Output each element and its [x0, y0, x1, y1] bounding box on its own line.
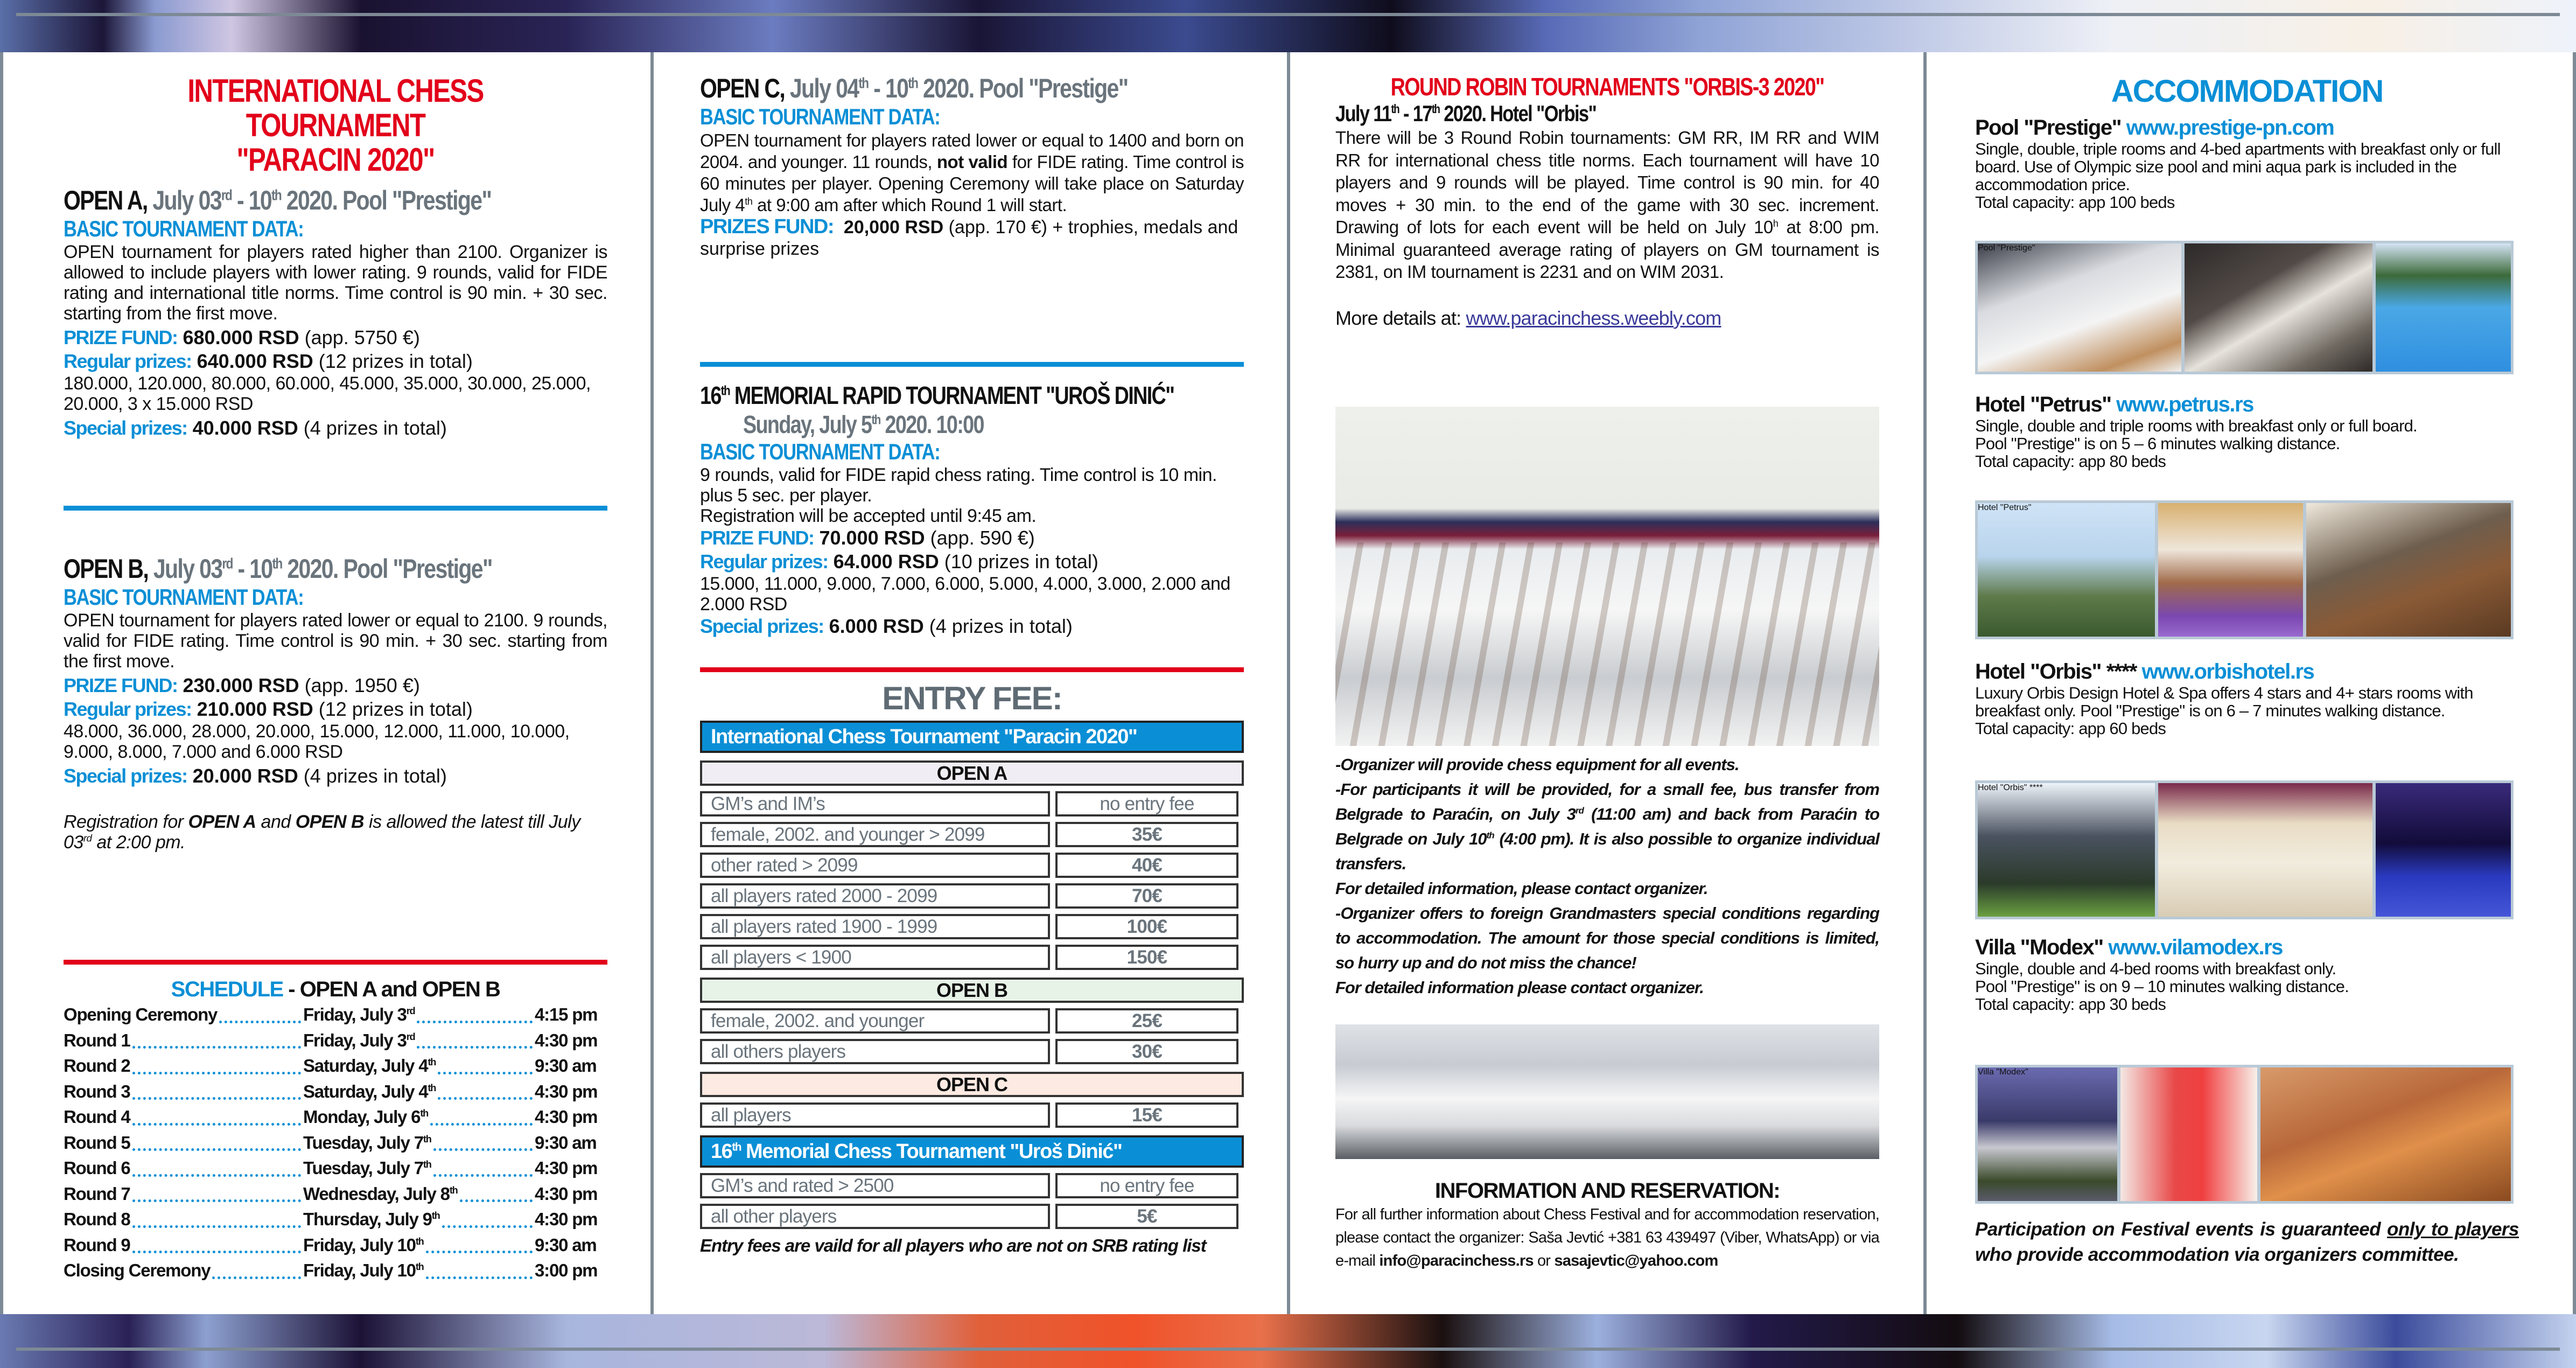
open-b-special-prizes: Special prizes: 20.000 RSD (4 prizes in total)	[64, 765, 447, 787]
fee-amount: 30€	[1055, 1039, 1238, 1064]
dot-leader	[430, 1104, 533, 1126]
schedule-event: Round 1	[64, 1030, 130, 1050]
schedule-time: 4:15 pm	[535, 1004, 598, 1024]
dot-leader	[219, 1002, 301, 1023]
fee-amount: 150€	[1055, 945, 1238, 970]
fee-category: GM’s and rated > 2500	[700, 1173, 1050, 1198]
fee-category: all others players	[700, 1039, 1050, 1064]
accommodation-title: ACCOMMODATION	[2111, 74, 2383, 109]
fee-row	[700, 914, 1244, 939]
fee-table-memorial	[700, 1173, 1244, 1229]
fee-row	[700, 1204, 1244, 1229]
fee-category: all players rated 1900 - 1999	[700, 914, 1050, 939]
top-decorative-band	[0, 0, 2576, 52]
dot-leader	[426, 1258, 533, 1279]
fee-row	[700, 945, 1244, 970]
schedule-day: Thursday, July 9th	[303, 1209, 440, 1229]
panel-international-tournament	[3, 52, 650, 1314]
open-a-description: OPEN tournament for players rated higher than 2100. Organizer is allowed to include players with lower rating. 9 rounds, valid for FIDE rating and international title norms. Time control is 90 min. + 30 sec. starting from the first move.	[64, 242, 607, 324]
dot-leader	[132, 1206, 301, 1228]
schedule-event: Round 8	[64, 1209, 130, 1229]
main-title-line2: "PARACIN 2020"	[236, 142, 435, 178]
fee-category-open-b: OPEN B	[700, 978, 1244, 1003]
schedule-day: Wednesday, July 8th	[303, 1183, 458, 1204]
venue-hotel-petrus: Hotel "Petrus" www.petrus.rs Single, double and triple rooms with breakfast only or full board. Pool "Prestige" is on 5 – 6 minutes walking distance. Total capacity: app 80 beds	[1975, 393, 2519, 470]
schedule-day: Tuesday, July 7th	[303, 1158, 431, 1178]
memorial-special-prizes: Special prizes: 6.000 RSD (4 prizes in total)	[700, 615, 1073, 637]
schedule-row	[64, 1053, 607, 1079]
fee-row	[700, 883, 1244, 909]
schedule-event: Closing Ceremony	[64, 1260, 211, 1280]
photo-pool-aquapark	[2376, 243, 2511, 372]
schedule-time: 4:30 pm	[535, 1030, 598, 1050]
open-a-prize-fund: PRIZE FUND: 680.000 RSD (app. 5750 €)	[64, 326, 420, 348]
schedule-event: Round 2	[64, 1056, 130, 1076]
bottom-rule	[16, 1348, 2560, 1351]
top-rule	[16, 13, 2560, 16]
open-c-section	[700, 73, 1244, 260]
dot-leader	[433, 1155, 533, 1177]
venue-title: Villa "Modex" www.vilamodex.rs	[1975, 936, 2283, 959]
photo-chess-hall	[1335, 407, 1879, 746]
schedule-row	[64, 1130, 607, 1156]
schedule-day: Monday, July 6th	[303, 1107, 429, 1127]
round-robin-description: There will be 3 Round Robin tournaments: GM RR, IM RR and WIM RR for international chess title norms. Each tournament will have 10 players and 9 rounds will be played. Time control is 90 min. for 40 moves + 30 min. to the end of the game with 30 sec. increment. Drawing of lots for each event will be held on July 10$^h$ at 8:00 pm. Minimal guaranteed average rating of players on GM tournament is 2381, on IM tournament is 2231 and on WIM 2031.	[1335, 128, 1879, 282]
open-b-prize-list: 48.000, 36.000, 28.000, 20.000, 15.000, 12.000, 11.000, 10.000, 9.000, 8.000, 7.000 and 6.000 RSD	[64, 721, 570, 762]
photo-strip-modex	[1975, 1065, 2514, 1204]
round-robin-section	[1335, 73, 1879, 330]
memorial-prize-list: 15.000, 11.000, 9.000, 7.000, 6.000, 5.000, 4.000, 3.000, 2.000 and 2.000 RSD	[700, 574, 1230, 615]
open-a-special-prizes: Special prizes: 40.000 RSD (4 prizes in total)	[64, 417, 447, 439]
memorial-title: 16th MEMORIAL RAPID TOURNAMENT "UROŠ DINIĆ"	[700, 381, 1174, 409]
fee-row	[700, 1039, 1244, 1064]
round-robin-date: July 11th - 17th 2020. Hotel "Orbis"	[1335, 101, 1597, 126]
note-grandmasters: -Organizer offers to foreign Grandmasters special conditions regarding to accommodation. The amount for those special conditions is limited, so hurry up and do not miss the chance!	[1335, 904, 1879, 972]
photo-strip-petrus	[1975, 500, 2514, 639]
venue-link[interactable]: www.orbishotel.rs	[2141, 660, 2314, 683]
schedule-row	[64, 1206, 607, 1232]
dot-leader	[433, 1130, 533, 1151]
venue-pool-prestige: Pool "Prestige" www.prestige-pn.com Single, double, triple rooms and 4-bed apartments with breakfast only or full board. Use of Olympic size pool and mini aqua park is included in the accommodation price. Total capacity: app 100 beds	[1975, 116, 2519, 211]
photo-petrus-room	[2306, 503, 2511, 637]
main-title-line1: INTERNATIONAL CHESS TOURNAMENT	[187, 73, 484, 143]
dot-leader	[132, 1181, 301, 1203]
information-section	[1335, 1179, 1879, 1273]
schedule-day: Tuesday, July 7th	[303, 1132, 431, 1153]
schedule-day: Saturday, July 4th	[303, 1056, 436, 1076]
dot-leader	[212, 1258, 301, 1279]
venue-link[interactable]: www.petrus.rs	[2116, 393, 2253, 416]
schedule-time: 4:30 pm	[535, 1081, 598, 1101]
schedule-event: Round 4	[64, 1107, 130, 1127]
bottom-decorative-band	[0, 1314, 2576, 1368]
schedule-row	[64, 1155, 607, 1181]
dot-leader	[460, 1181, 533, 1203]
note-bus-transfer: -For participants it will be provided, for a small fee, bus transfer from Belgrade to Paraćin, on July 3rd (11:00 am) and back from Paraćin to Belgrade on July 10th (4:00 pm). It is also possible to organize individual transfers.	[1335, 780, 1880, 873]
basic-data-label: BASIC TOURNAMENT DATA:	[700, 439, 940, 464]
fee-amount: 5€	[1055, 1204, 1238, 1229]
fee-category-open-a: OPEN A	[700, 760, 1244, 786]
fee-row	[700, 853, 1244, 878]
dot-leader	[132, 1053, 301, 1074]
schedule-row	[64, 1028, 607, 1053]
schedule-time: 3:00 pm	[535, 1260, 598, 1280]
fee-table-open-b	[700, 1008, 1244, 1064]
schedule-time: 4:30 pm	[535, 1107, 598, 1127]
photo-strip-orbis	[1975, 780, 2514, 919]
round-robin-title: ROUND ROBIN TOURNAMENTS "ORBIS-3 2020"	[1390, 73, 1824, 101]
fee-row	[700, 1173, 1244, 1198]
venue-link[interactable]: www.vilamodex.rs	[2108, 936, 2283, 959]
fee-footnote: Entry fees are vaild for all players who are not on SRB rating list	[700, 1236, 1206, 1255]
open-c-description: OPEN tournament for players rated lower or equal to 1400 and born on 2004. and younger. 11 rounds, not valid for FIDE rating. Time control is 60 minutes per player. Opening Ceremony will take place on Saturday July 4th at 9:00 am after which Round 1 will start.	[700, 130, 1244, 215]
fee-category: all other players	[700, 1204, 1050, 1229]
fee-category: female, 2002. and younger	[700, 1008, 1050, 1034]
fee-table-open-c	[700, 1102, 1244, 1128]
separator-red	[64, 960, 607, 965]
separator-red	[700, 667, 1244, 672]
panel-round-robin	[1290, 52, 1923, 1314]
fee-amount: no entry fee	[1055, 1173, 1238, 1198]
fee-amount: 25€	[1055, 1008, 1238, 1034]
schedule-row	[64, 1232, 607, 1258]
photo-petrus-terrace	[2158, 503, 2303, 637]
fee-category: other rated > 2099	[700, 853, 1050, 878]
schedule-row	[64, 1181, 607, 1207]
photo-orbis-building: Hotel "Orbis" ****	[1978, 783, 2155, 917]
note-contact-2: For detailed information please contact organizer.	[1335, 978, 1704, 997]
schedule-time: 4:30 pm	[535, 1158, 598, 1178]
dot-leader	[438, 1053, 533, 1074]
dot-leader	[132, 1028, 301, 1049]
dot-leader	[132, 1155, 301, 1177]
memorial-registration: Registration will be accepted until 9:45 am.	[700, 506, 1037, 526]
schedule-time: 4:30 pm	[535, 1209, 598, 1229]
email-sasa[interactable]: sasajevtic@yahoo.com	[1554, 1252, 1718, 1269]
schedule-day: Friday, July 3rd	[303, 1004, 415, 1024]
fee-category: all players rated 2000 - 2099	[700, 883, 1050, 909]
open-c-prize-fund: PRIZES FUND: 20,000 RSD (app. 170 €) + trophies, medals and surprise prizes	[700, 215, 1238, 259]
schedule-event: Round 7	[64, 1183, 130, 1204]
dot-leader	[132, 1130, 301, 1151]
information-text: For all further information about Chess Festival and for accommodation reservation, please contact the organizer: Saša Jevtić +381 63 439497 (Viber, WhatsApp) or via e-mail info@paracinchess.rs or sasajevtic@yahoo.com	[1335, 1206, 1879, 1269]
open-b-section	[64, 553, 607, 853]
photo-modex-reception	[2120, 1067, 2257, 1201]
memorial-section	[700, 381, 1244, 638]
schedule-day: Friday, July 10th	[303, 1234, 424, 1255]
separator-blue	[64, 506, 607, 511]
schedule-day: Saturday, July 4th	[303, 1081, 436, 1101]
note-contact: For detailed information, please contact organizer.	[1335, 879, 1708, 898]
schedule-row	[64, 1258, 607, 1283]
fee-row	[700, 791, 1244, 816]
dot-leader	[132, 1232, 301, 1254]
schedule-event: Round 9	[64, 1234, 130, 1255]
photo-hall-panorama	[1335, 1024, 1879, 1159]
organizer-notes	[1335, 752, 1879, 1000]
dot-leader	[417, 1002, 533, 1023]
dot-leader	[417, 1028, 533, 1049]
dot-leader	[442, 1206, 533, 1228]
schedule-time: 9:30 am	[535, 1056, 597, 1076]
memorial-date: Sunday, July 5th 2020. 10:00	[743, 410, 984, 438]
schedule-row	[64, 1104, 607, 1130]
panel-accommodation	[1927, 52, 2573, 1314]
information-title: INFORMATION AND RESERVATION:	[1434, 1179, 1780, 1203]
photo-petrus-building: Hotel "Petrus"	[1978, 503, 2155, 637]
photo-strip-pool-prestige	[1975, 241, 2514, 374]
photo-modex-building: Villa "Modex"	[1978, 1067, 2117, 1201]
photo-modex-room	[2260, 1067, 2511, 1201]
note-equipment: -Organizer will provide chess equipment for all events.	[1335, 755, 1739, 774]
fee-amount: 40€	[1055, 853, 1238, 878]
venue-title: Hotel "Orbis" **** www.orbishotel.rs	[1975, 660, 2314, 683]
memorial-prize-fund: PRIZE FUND: 70.000 RSD (app. 590 €)	[700, 527, 1035, 549]
venue-hotel-orbis: Hotel "Orbis" **** www.orbishotel.rs Luxury Orbis Design Hotel & Spa offers 4 stars and 4+ stars rooms with breakfast only. Pool "Prestige" is on 6 – 7 minutes walking distance. Total capacity: app 60 beds	[1975, 660, 2519, 737]
entry-fee-title: ENTRY FEE:	[882, 680, 1062, 716]
venue-link[interactable]: www.prestige-pn.com	[2126, 116, 2334, 139]
schedule-time: 4:30 pm	[535, 1183, 598, 1204]
schedule-table	[64, 1002, 607, 1283]
separator-blue	[700, 362, 1244, 367]
schedule-event: Round 6	[64, 1158, 130, 1178]
fee-amount: 70€	[1055, 883, 1238, 909]
fee-category: all players	[700, 1102, 1050, 1128]
dot-leader	[426, 1232, 533, 1254]
open-a-section	[64, 74, 607, 440]
panel-divider-right	[2573, 52, 2576, 1314]
photo-pool-room	[2185, 243, 2372, 372]
participation-note: Participation on Festival events is guaranteed only to players who provide accommodation via organizers committee.	[1975, 1219, 2519, 1265]
photo-orbis-spa	[2376, 783, 2511, 917]
photo-pool-hall: Pool "Prestige"	[1978, 243, 2181, 372]
schedule-event: Opening Ceremony	[64, 1004, 218, 1024]
panel-open-c-memorial-fees	[654, 52, 1287, 1314]
fee-category: female, 2002. and younger > 2099	[700, 822, 1050, 847]
fee-header-memorial: 16th Memorial Chess Tournament "Uroš Dinić"	[700, 1135, 1244, 1168]
dot-leader	[438, 1079, 533, 1100]
main-title	[113, 74, 558, 177]
venue-title: Hotel "Petrus" www.petrus.rs	[1975, 393, 2253, 416]
schedule-title: SCHEDULE - OPEN A and OPEN B	[171, 978, 500, 1001]
fee-row	[700, 1008, 1244, 1034]
dot-leader	[132, 1079, 301, 1100]
schedule-row	[64, 1079, 607, 1105]
entry-fee-section	[700, 680, 1244, 1256]
basic-data-label: BASIC TOURNAMENT DATA:	[700, 104, 940, 129]
fee-row	[700, 1102, 1244, 1128]
schedule-day: Friday, July 3rd	[303, 1030, 415, 1050]
open-b-heading: OPEN B, July 03rd - 10th 2020. Pool "Prestige"	[64, 554, 492, 584]
schedule-time: 9:30 am	[535, 1132, 597, 1153]
basic-data-label: BASIC TOURNAMENT DATA:	[64, 584, 304, 610]
open-b-description: OPEN tournament for players rated lower or equal to 2100. 9 rounds, valid for FIDE rating. Time control is 90 min. + 30 sec. starting from the first move.	[64, 610, 607, 672]
schedule-time: 9:30 am	[535, 1234, 597, 1255]
fee-row	[700, 822, 1244, 847]
fee-category-open-c: OPEN C	[700, 1072, 1244, 1097]
fee-amount: 35€	[1055, 822, 1238, 847]
schedule-event: Round 5	[64, 1132, 130, 1153]
schedule-event: Round 3	[64, 1081, 130, 1101]
registration-note: Registration for OPEN A and OPEN B is allowed the latest till July 03rd at 2:00 pm.	[64, 812, 580, 853]
memorial-description: 9 rounds, valid for FIDE rapid chess rating. Time control is 10 min. plus 5 sec. per player.	[700, 465, 1217, 506]
open-b-prize-fund: PRIZE FUND: 230.000 RSD (app. 1950 €)	[64, 674, 420, 696]
email-info[interactable]: info@paracinchess.rs	[1379, 1252, 1534, 1269]
more-details: More details at: www.paracinchess.weebly.com	[1335, 306, 1721, 329]
fee-amount: no entry fee	[1055, 791, 1238, 816]
open-a-heading: OPEN A, July 03rd - 10th 2020. Pool "Prestige"	[64, 185, 492, 215]
schedule-row	[64, 1002, 607, 1028]
open-a-prize-list: 180.000, 120.000, 80.000, 60.000, 45.000, 35.000, 30.000, 25.000, 20.000, 3 x 15.000 RSD	[64, 373, 591, 414]
more-details-link[interactable]: www.paracinchess.weebly.com	[1466, 306, 1721, 329]
schedule-day: Friday, July 10th	[303, 1260, 424, 1280]
schedule-section	[64, 978, 607, 1283]
dot-leader	[132, 1104, 301, 1126]
fee-category: GM’s and IM’s	[700, 791, 1050, 816]
open-a-regular-prizes: Regular prizes: 640.000 RSD (12 prizes in total)	[64, 350, 473, 372]
fee-table-open-a	[700, 791, 1244, 970]
venue-title: Pool "Prestige" www.prestige-pn.com	[1975, 116, 2334, 139]
fee-header-international: International Chess Tournament "Paracin 2020"	[700, 721, 1244, 753]
photo-orbis-room	[2158, 783, 2372, 917]
open-c-heading: OPEN C, July 04th - 10th 2020. Pool "Prestige"	[700, 73, 1128, 103]
memorial-regular-prizes: Regular prizes: 64.000 RSD (10 prizes in total)	[700, 550, 1098, 573]
accommodation-section	[1975, 73, 2519, 110]
fee-amount: 15€	[1055, 1102, 1238, 1128]
open-b-regular-prizes: Regular prizes: 210.000 RSD (12 prizes in total)	[64, 698, 473, 720]
basic-data-label: BASIC TOURNAMENT DATA:	[64, 216, 304, 241]
fee-amount: 100€	[1055, 914, 1238, 939]
fee-category: all players < 1900	[700, 945, 1050, 970]
venue-villa-modex: Villa "Modex" www.vilamodex.rs Single, double and 4-bed rooms with breakfast only. Pool "Prestige" is on 9 – 10 minutes walking distance. Total capacity: app 30 beds	[1975, 936, 2519, 1013]
